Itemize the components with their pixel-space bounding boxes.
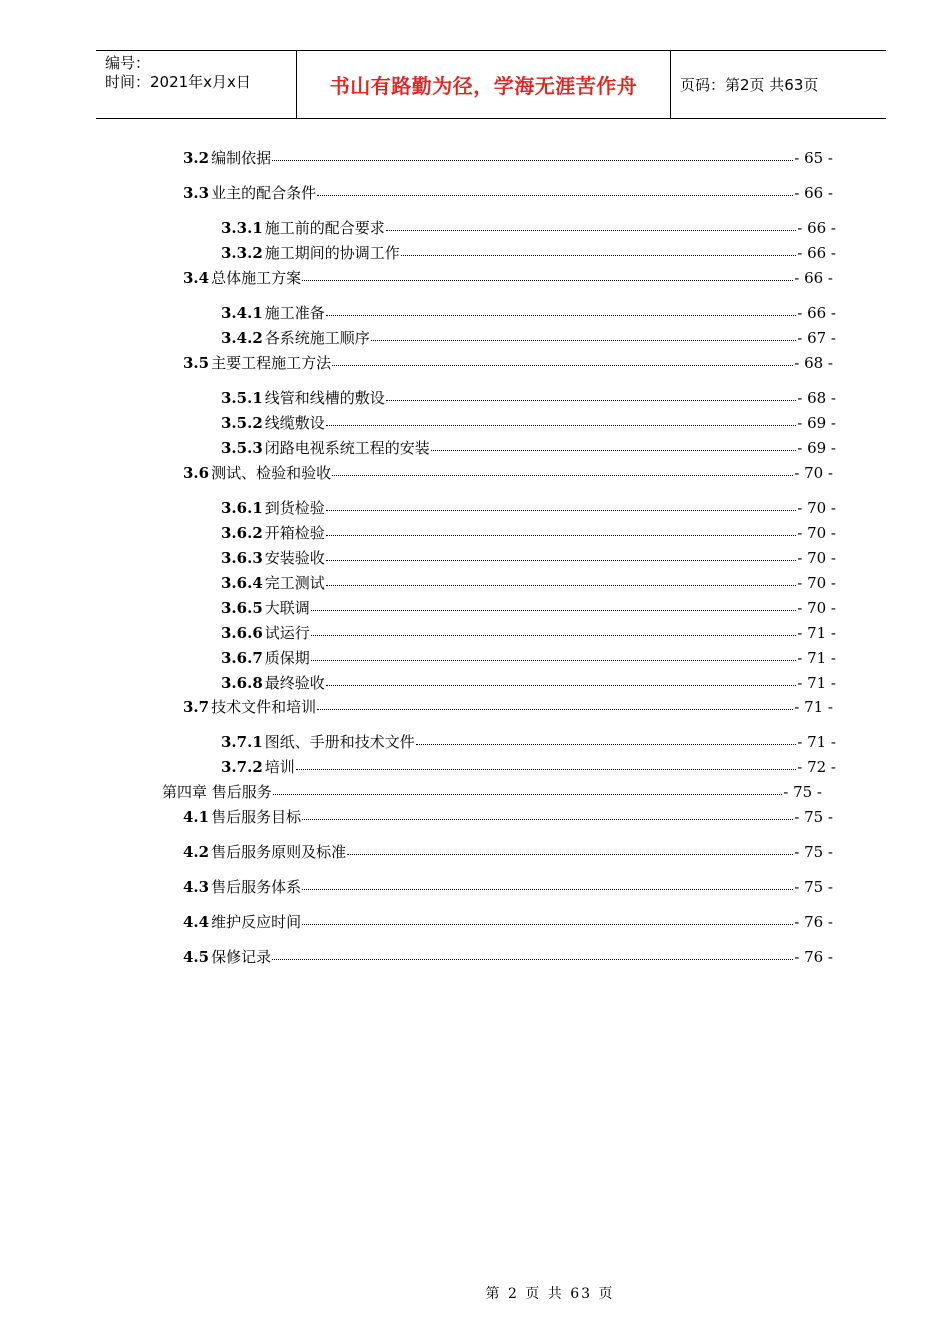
toc-entry-title: 安装验收 [264,549,325,567]
toc-entry-page: - 68 - [797,389,836,407]
toc-entry[interactable] [221,623,836,643]
toc-dot-leader [431,436,796,451]
toc-entry-page: - 66 - [794,184,833,202]
toc-entry-title: 保修记录 [211,948,272,966]
toc-entry-number: 3.6 [183,464,210,482]
toc-entry-title: 主要工程施工方法 [211,354,332,372]
toc-entry-number: 4.5 [183,948,210,966]
toc-entry[interactable] [221,218,836,238]
toc-dot-leader [302,875,793,890]
toc-entry[interactable] [221,498,836,518]
toc-dot-leader [311,646,796,661]
toc-dot-leader [401,241,796,256]
toc-entry-title: 开箱检验 [264,524,325,542]
toc-entry[interactable] [221,548,836,568]
toc-entry-title: 最终验收 [264,674,325,692]
toc-entry-title: 质保期 [264,649,310,667]
toc-entry-title: 售后服务原则及标准 [211,843,347,861]
toc-entry[interactable] [183,947,833,967]
toc-entry-number: 3.3 [183,184,210,202]
toc-dot-leader [326,571,796,586]
page-footer: 第 2 页 共 63 页 [485,1286,615,1302]
toc-entry-page: - 66 - [797,304,836,322]
toc-entry-title: 技术文件和培训 [211,698,317,716]
toc-entry-title: 到货检验 [264,499,325,517]
toc-entry-page: - 75 - [794,843,833,861]
toc-entry-page: - 66 - [797,219,836,237]
toc-entry-page: - 76 - [794,913,833,931]
toc-entry-title: 培训 [264,758,295,776]
toc-dot-leader [302,805,793,820]
toc-entry-number: 3.2 [183,149,210,167]
toc-entry[interactable] [221,757,836,777]
toc-entry-page: - 75 - [783,783,822,801]
toc-entry-page: - 68 - [794,354,833,372]
toc-dot-leader [272,945,793,960]
toc-entry-number: 4.2 [183,843,210,861]
toc-entry-number: 4.1 [183,808,210,826]
toc-entry[interactable] [183,183,833,203]
toc-dot-leader [296,755,796,770]
toc-entry-page: - 72 - [797,758,836,776]
toc-dot-leader [326,301,796,316]
toc-entry-page: - 76 - [794,948,833,966]
toc-entry-title: 售后服务目标 [211,808,302,826]
toc-entry-number: 3.6.8 [221,674,263,692]
toc-entry-number: 3.6.5 [221,599,263,617]
toc-dot-leader [311,621,796,636]
toc-entry-title: 施工准备 [264,304,325,322]
toc-entry[interactable] [221,732,836,752]
toc-entry-page: - 70 - [797,549,836,567]
toc-entry-number: 3.5.3 [221,439,263,457]
toc-entry[interactable] [221,523,836,543]
toc-entry-page: - 70 - [797,499,836,517]
toc-entry-title: 试运行 [264,624,310,642]
toc-entry-number: 3.6.3 [221,549,263,567]
toc-entry-number: 3.6.2 [221,524,263,542]
toc-entry-page: - 75 - [794,878,833,896]
toc-entry[interactable] [183,842,833,862]
toc-entry[interactable] [183,807,833,827]
document-number-label: 编号： [105,54,151,72]
toc-entry-page: - 66 - [797,244,836,262]
toc-entry-page: - 71 - [797,624,836,642]
toc-dot-leader [371,326,796,341]
toc-entry-title: 完工测试 [264,574,325,592]
toc-entry[interactable] [162,782,822,802]
toc-entry[interactable] [221,303,836,323]
toc-entry-page: - 71 - [797,674,836,692]
toc-entry-number: 3.6.6 [221,624,263,642]
toc-entry[interactable] [221,573,836,593]
toc-entry-title: 售后服务体系 [211,878,302,896]
document-time-label: 时间：2021年x月x日 [105,73,251,91]
toc-entry[interactable] [221,648,836,668]
toc-dot-leader [386,216,796,231]
toc-dot-leader [347,840,793,855]
toc-dot-leader [332,461,793,476]
toc-dot-leader [302,266,793,281]
toc-dot-leader [317,695,793,710]
toc-entry-number: 3.4 [183,269,210,287]
toc-entry-page: - 71 - [797,733,836,751]
toc-entry[interactable] [221,413,836,433]
toc-entry[interactable] [221,328,836,348]
toc-entry-page: - 69 - [797,439,836,457]
toc-entry-title: 线缆敷设 [264,414,325,432]
toc-entry-page: - 70 - [794,464,833,482]
toc-entry[interactable] [183,148,833,168]
header-page-info: 页码：第2页 共63页 [680,76,819,94]
toc-entry[interactable] [183,463,833,483]
toc-entry[interactable] [221,673,836,693]
toc-entry-title: 施工期间的协调工作 [264,244,400,262]
toc-entry-number: 3.5 [183,354,210,372]
toc-entry[interactable] [221,388,836,408]
toc-dot-leader [311,596,796,611]
toc-entry-page: - 71 - [797,649,836,667]
toc-dot-leader [272,146,793,161]
toc-entry-title: 闭路电视系统工程的安装 [264,439,430,457]
toc-dot-leader [326,411,796,426]
toc-entry-number: 3.5.2 [221,414,263,432]
toc-entry-title: 编制依据 [211,149,272,167]
toc-entry-number: 3.6.7 [221,649,263,667]
toc-entry-page: - 70 - [797,574,836,592]
toc-entry-page: - 75 - [794,808,833,826]
toc-entry-number: 3.6.4 [221,574,263,592]
toc-entry-number: 4.4 [183,913,210,931]
toc-dot-leader [273,780,782,795]
toc-entry-number: 4.3 [183,878,210,896]
toc-entry-number: 3.7.2 [221,758,263,776]
toc-entry-page: - 66 - [794,269,833,287]
toc-dot-leader [326,496,796,511]
toc-entry[interactable] [183,697,833,717]
toc-dot-leader [416,730,796,745]
toc-entry-page: - 69 - [797,414,836,432]
toc-entry-number: 3.6.1 [221,499,263,517]
toc-entry-page: - 70 - [797,524,836,542]
toc-entry[interactable] [221,598,836,618]
toc-entry[interactable] [183,353,833,373]
toc-entry[interactable] [221,438,836,458]
toc-entry-number: 3.7 [183,698,210,716]
toc-entry-number: 3.4.2 [221,329,263,347]
toc-dot-leader [326,521,796,536]
toc-entry-title: 大联调 [264,599,310,617]
toc-dot-leader [386,386,796,401]
toc-entry-title: 线管和线槽的敷设 [264,389,385,407]
toc-dot-leader [326,546,796,561]
toc-entry[interactable] [183,268,833,288]
toc-dot-leader [302,910,793,925]
toc-dot-leader [332,351,793,366]
toc-entry-title: 维护反应时间 [211,913,302,931]
toc-dot-leader [326,671,796,686]
toc-entry-number: 3.3.1 [221,219,263,237]
toc-entry-title: 图纸、手册和技术文件 [264,733,415,751]
toc-entry-page: - 67 - [797,329,836,347]
toc-entry-page: - 70 - [797,599,836,617]
toc-entry-title: 总体施工方案 [211,269,302,287]
toc-entry-title: 第四章 售后服务 [162,783,272,801]
toc-entry-number: 3.7.1 [221,733,263,751]
toc-entry[interactable] [221,243,836,263]
toc-entry-page: - 65 - [794,149,833,167]
toc-entry-title: 施工前的配合要求 [264,219,385,237]
toc-entry-title: 测试、检验和验收 [211,464,332,482]
toc-entry-title: 各系统施工顺序 [264,329,370,347]
toc-entry-number: 3.3.2 [221,244,263,262]
toc-entry-title: 业主的配合条件 [211,184,317,202]
toc-entry-number: 3.4.1 [221,304,263,322]
toc-entry[interactable] [183,912,833,932]
header-motto: 书山有路勤为径，学海无涯苦作舟 [297,51,671,118]
toc-dot-leader [317,181,793,196]
toc-entry-number: 3.5.1 [221,389,263,407]
toc-entry-page: - 71 - [794,698,833,716]
toc-entry[interactable] [183,877,833,897]
